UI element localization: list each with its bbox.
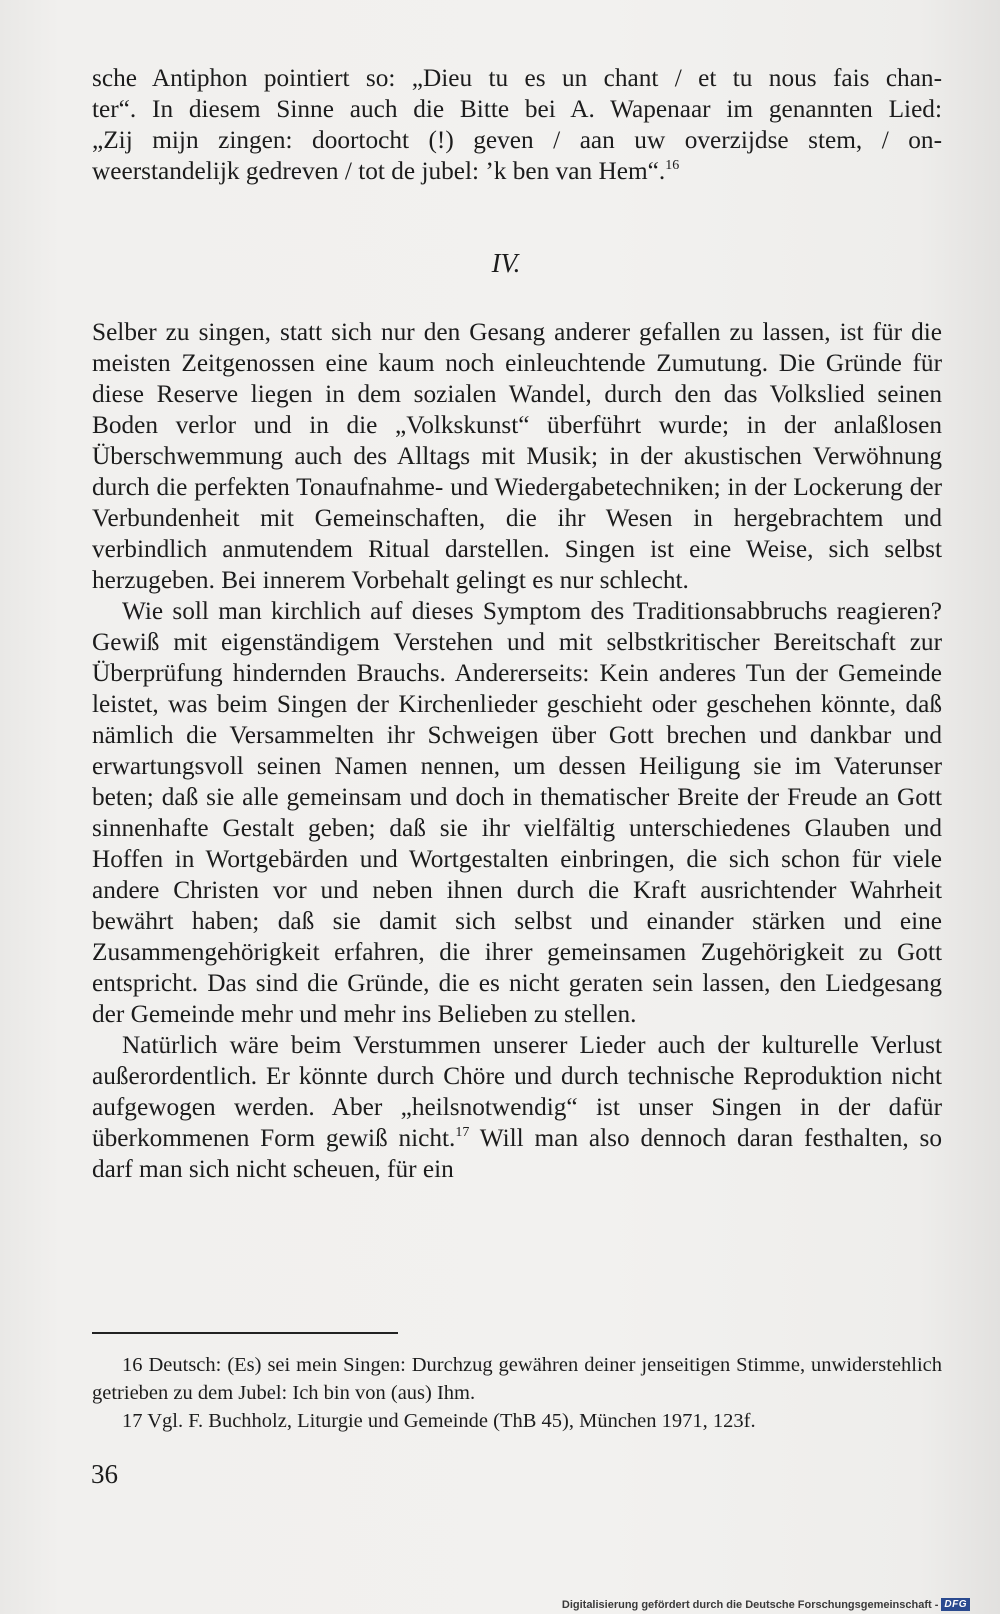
credit-text: Digitalisierung gefördert durch die Deutsche Forschungsgemeinschaft - [561,1598,939,1611]
paragraph-line: sche Antiphon pointiert so: „Dieu tu es un chant / et tu nous fais chan- [92,64,942,92]
section-heading: IV. [491,248,521,278]
paragraph-text: Natürlich wäre beim Verstummen unserer Lieder auch der kulturelle Verlust außerordentlich. Er könnte durch Chöre und durch technische Reproduktion nicht aufgewogen werden. Aber „heilsnotwendig“ ist unser Singen in der dafür überkommenen Form gewiß nicht. [92,1031,942,1152]
paragraph-text: Will man also dennoch daran festhalten, so darf man sich nicht scheuen, für ein [92,1124,943,1183]
footnote-ref-17: 17 [455,1125,470,1140]
paragraph-line [92,156,942,187]
footnote-divider [92,1332,398,1334]
page-number: 36 [91,1459,118,1489]
paragraph-continuation [92,63,942,187]
footnotes [92,1351,942,1435]
digitization-credit [562,1598,970,1611]
dfg-logo: DFG [941,1598,970,1611]
footnote-17: 17 Vgl. F. Buchholz, Liturgie und Gemeinde (ThB 45), München 1971, 123f. [122,1410,756,1432]
footnote-16: 16 Deutsch: (Es) sei mein Singen: Durchzug gewähren deiner jenseitigen Stimme, unwiderstehlich getrieben zu dem Jubel: Ich bin von (aus) Ihm. [92,1354,942,1404]
paragraph: Wie soll man kirchlich auf dieses Symptom des Traditionsabbruchs reagieren? Gewiß mit eigenständigem Verstehen und mit selbstkritischer Bereitschaft zur Überprüfung hindernden Brauchs. Andererseits: Kein anderes Tun der Gemeinde leistet, was beim Singen der Kirchenlieder geschieht oder geschehen könnte, daß nämlich die Versammelten ihr Schweigen über Gott brechen und dankbar und erwartungsvoll seinen Namen nennen, um dessen Heiligung sie im Vaterunser beten; daß sie alle gemeinsam und doch in thematischer Breite der Freude an Gott sinnenhafte Gestalt geben; daß sie ihr vielfältig unterschiedenes Glauben und Hoffen in Wortgebärden und Wortgestalten einbringen, die sich schon für viele andere Christen vor und neben ihnen durch die Kraft ausrichtender Wahrheit bewährt haben; daß sie damit sich selbst und einander stärken und eine Zusammengehörigkeit erfahren, die ihrer gemeinsamen Zugehörigkeit zu Gott entspricht. Das sind die Gründe, die es nicht geraten sein lassen, den Liedgesang der Gemeinde mehr und mehr ins Belieben zu stellen. [92,597,942,1028]
paragraph-line: ter“. In diesem Sinne auch die Bitte bei A. Wapenaar im genannten Lied: [92,95,942,123]
paragraph-line-text: weerstandelijk gedreven / tot de jubel: ’k ben van Hem“. [92,157,666,185]
footnote-ref-16: 16 [665,158,680,173]
paragraph [92,1030,942,1185]
paragraph-line: „Zij mijn zingen: doortocht (!) geven / aan uw overzijdse stem, / on- [92,126,942,154]
body-text [92,317,942,1185]
paragraph: Selber zu singen, statt sich nur den Gesang anderer gefallen zu lassen, ist für die meisten Zeitgenossen eine kaum noch einleuchtende Zumutung. Die Gründe für diese Reserve liegen in dem sozialen Wandel, durch den das Volkslied seinen Boden verlor und in die „Volkskunst“ überführt wurde; in der anlaßlosen Überschwemmung auch des Alltags mit Musik; in der akustischen Verwöhnung durch die perfekten Tonaufnahme- und Wiedergabetechniken; in der Lockerung der Verbundenheit mit Gemeinschaften, die ihr Wesen in hergebrachtem und verbindlich anmutendem Ritual darstellen. Singen ist eine Weise, sich selbst herzugeben. Bei innerem Vorbehalt gelingt es nur schlecht. [92,318,942,594]
